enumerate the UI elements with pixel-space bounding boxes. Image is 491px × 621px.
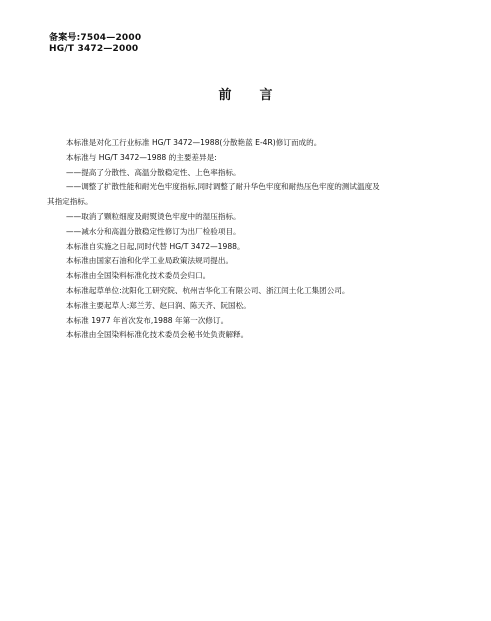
filing-number: 备案号:7504—2000	[49, 33, 142, 43]
list-item: ——减水分和高温分散稳定性修订为出厂检验项目。	[66, 226, 241, 236]
foreword-body	[47, 136, 446, 343]
paragraph: 本标准由全国染料标准化技术委员会归口。	[66, 271, 211, 281]
list-item: ——提高了分散性、高温分散稳定性、上色率指标。	[66, 167, 241, 177]
paragraph: 本标准主要起草人:郑兰芳、赵曰润、陈天齐、阮国松。	[66, 300, 251, 310]
paragraph: 本标准 1977 年首次发布,1988 年第一次修订。	[66, 315, 229, 325]
list-item: ——取消了颗粒细度及耐熨烫色牢度中的湿压指标。	[66, 211, 241, 221]
list-item-continuation: 其指定指标。	[47, 197, 93, 207]
page-title: 前言	[218, 88, 301, 103]
paragraph: 本标准是对化工行业标准 HG/T 3472—1988(分散艳蓝 E-4R)修订而成的。	[66, 138, 322, 147]
standard-number: HG/T 3472—2000	[49, 44, 139, 54]
paragraph: 本标准由国家石油和化学工业局政策法规司提出。	[66, 256, 234, 266]
paragraph: 本标准与 HG/T 3472—1988 的主要差异是:	[66, 152, 217, 162]
paragraph: 本标准自实施之日起,同时代替 HG/T 3472—1988。	[66, 241, 245, 251]
list-item: ——调整了扩散性能和耐光色牢度指标,同时调整了耐升华色牢度和耐热压色牢度的测试温度及	[66, 182, 380, 192]
paragraph: 本标准起草单位:沈阳化工研究院、杭州吉华化工有限公司、浙江闰土化工集团公司。	[66, 285, 350, 295]
paragraph: 本标准由全国染料标准化技术委员会秘书处负责解释。	[66, 330, 249, 340]
